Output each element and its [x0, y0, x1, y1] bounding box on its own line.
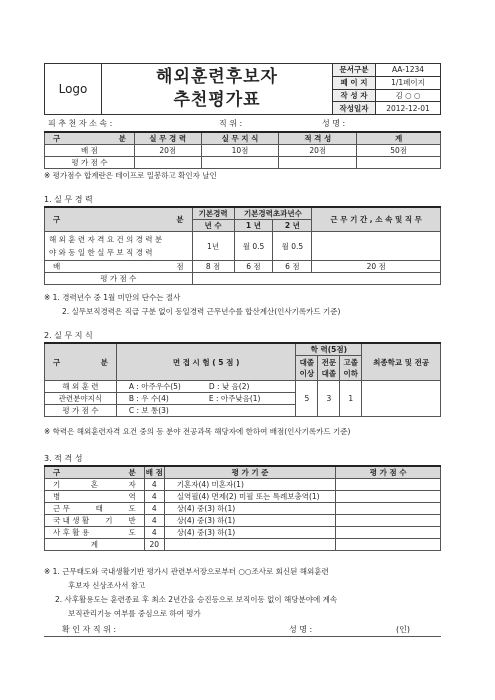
note: 2. 실무보직경력은 직급 구분 없이 동일경력 근무년수를 합산계산(인사기록카드 기준) [62, 307, 341, 316]
nominee-info [44, 118, 441, 130]
school-cell[interactable] [362, 381, 441, 417]
table-row: 구 분 실 무 경 력 실 무 지 식 적 격 성 계 [45, 132, 441, 145]
score-cell[interactable] [201, 157, 279, 169]
score-cell[interactable] [336, 479, 441, 491]
summary-note: ※ 평가점수 합계란은 테이프로 밀봉하고 확인자 날인 [44, 171, 217, 180]
period-cell[interactable] [312, 232, 441, 261]
section-title: 2. 실 무 지 식 [44, 331, 93, 340]
meta-value: AA-1234 [376, 64, 441, 77]
note: ※ 1. 근무태도와 국내생활기반 평가시 관련부서장으로부터 ○○조사로 회신된 해외훈련 [44, 567, 329, 576]
table-row: 구 분 기본경력 기본경력초과년수 근 무 기 간 , 소 속 및 직 무 [45, 207, 441, 220]
name-label: 성 명 : [322, 119, 346, 128]
rank-label: 직 위 : [219, 119, 243, 128]
meta-label: 문서구분 [333, 64, 376, 77]
seal-mark: (인) [396, 625, 410, 634]
table-row: 배 점 8 점 6 점 6 점 20 점 [45, 261, 441, 273]
table-row: 년 수 1 년 2 년 [45, 220, 441, 232]
document-header [44, 63, 441, 115]
table-row: 구 분 면 접 시 험 ( 5 점 ) 학 력(5점) 최종학교 및 전공 [45, 343, 441, 356]
eligibility-table [44, 465, 441, 551]
logo: Logo [45, 64, 102, 115]
table-row: 병 역 4 실역필(4) 면제(2) 미필 또는 특례보충역(1) [45, 491, 441, 503]
knowledge-table [44, 342, 441, 417]
note: 후보자 신상조사서 참고 [68, 581, 146, 590]
note: ※ 1. 경력년수 중 1월 미만의 단수는 절사 [44, 293, 181, 302]
title-line-1: 해외훈련후보자 [156, 67, 278, 87]
meta-label: 작성일자 [333, 102, 376, 115]
table-row: 근 무 태 도 4 상(4) 중(3) 하(1) [45, 503, 441, 515]
document-title [102, 64, 333, 115]
summary-table [44, 131, 441, 169]
score-cell[interactable] [336, 515, 441, 527]
section-title: 1. 실 무 경 력 [44, 195, 93, 204]
meta-value: 1/1페이지 [376, 76, 441, 89]
note: 보직관리기능 여부를 중심으로 하여 평가 [68, 609, 201, 618]
note: 2. 사후활용도는 훈련종료 후 최소 2년간을 승진등으로 보직이동 없이 해당분야에 계속 [55, 595, 338, 604]
title-line-2: 추천평가표 [173, 90, 261, 110]
table-row: 사 후 활 용 도 4 상(4) 중(3) 하(1) [45, 527, 441, 539]
table-row: 기 혼 자 4 기혼자(4) 미혼자(1) [45, 479, 441, 491]
table-row: 구 분 배 점 평 가 기 준 평 가 점 수 [45, 466, 441, 479]
score-cell[interactable] [336, 527, 441, 539]
score-cell[interactable] [357, 157, 441, 169]
note: ※ 학력은 해외훈련자격 요건 중의 동 분야 전공과목 해당자에 한하여 배점(인사기록카드 기준) [44, 427, 351, 436]
table-row: 해 외 훈 련 A : 아주우수(5) D : 낮 음(2) 5 3 1 [45, 381, 441, 393]
meta-label: 페 이 지 [333, 76, 376, 89]
meta-value: 김 ○ ○ [376, 89, 441, 102]
meta-value: 2012-12-01 [376, 102, 441, 115]
meta-label: 작 성 자 [333, 89, 376, 102]
table-row: 관련분야지식 B : 우 수(4) E : 아주낮음(1) [45, 393, 441, 405]
table-row: 해 외 훈 련 자 격 요 건 의 경 력 분 야 와 동 일 한 실 무 보 직 경 력 1년 월 0.5 월 0.5 [45, 232, 441, 261]
score-cell[interactable] [336, 539, 441, 551]
score-cell[interactable] [134, 157, 201, 169]
table-row: 평 가 점 수 [45, 273, 441, 285]
score-cell[interactable] [192, 273, 440, 285]
table-row: 배 점 20점 10점 20점 50점 [45, 145, 441, 157]
table-row: 계 20 [45, 539, 441, 551]
table-row: 평 가 점 수 [45, 157, 441, 169]
confirmer-name: 성 명 : [289, 625, 313, 634]
score-cell[interactable] [336, 503, 441, 515]
experience-table [44, 206, 441, 285]
confirmer-rank: 확 인 자 직 위 : [62, 625, 117, 634]
table-row: 대졸 이상 전문 대졸 고졸 이하 [45, 356, 441, 381]
section-title: 3. 적 격 성 [44, 454, 83, 463]
score-cell[interactable] [336, 491, 441, 503]
org-label: 피 추 천 자 소 속 : [48, 119, 113, 128]
table-row: 국 내 생 활 기 반 4 상(4) 중(3) 하(1) [45, 515, 441, 527]
confirmation-line [44, 624, 441, 637]
score-cell[interactable] [279, 157, 357, 169]
table-row: 평 가 점 수 C : 보 통(3) [45, 405, 441, 417]
